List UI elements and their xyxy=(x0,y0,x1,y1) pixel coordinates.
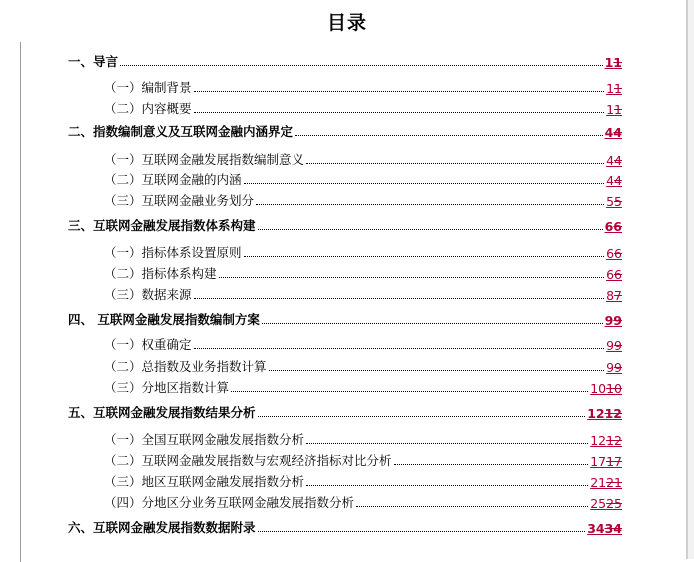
toc-entry-label: （二）总指数及业务指数计算 xyxy=(104,359,267,374)
dot-leader xyxy=(306,443,588,444)
page-number-deleted: 6 xyxy=(613,219,622,234)
toc-entry-label: （一）互联网金融发展指数编制意义 xyxy=(104,152,305,167)
page-number-new: 25 xyxy=(590,496,607,511)
page-number-deleted: 1 xyxy=(614,81,622,96)
page-number-deleted: 9 xyxy=(614,338,622,353)
page-number-deleted: 10 xyxy=(606,381,622,396)
dot-leader xyxy=(219,277,605,278)
toc-entry-page-number[interactable] xyxy=(587,406,622,421)
page-number-new: 12 xyxy=(590,433,607,448)
toc-entry[interactable] xyxy=(0,355,694,375)
page-number-deleted: 5 xyxy=(614,194,622,209)
toc-entry-label: （一）编制背景 xyxy=(104,80,192,95)
toc-entry[interactable] xyxy=(0,148,694,168)
page-number-new: 9 xyxy=(606,360,615,375)
page-number-new: 9 xyxy=(604,313,614,328)
dot-leader xyxy=(120,65,603,66)
toc-entry-page-number[interactable] xyxy=(605,219,622,234)
page-number-deleted: 6 xyxy=(614,267,622,282)
dot-leader xyxy=(258,229,603,230)
toc-entry-label: 五、互联网金融发展指数结果分析 xyxy=(68,405,256,420)
toc-entry-page-number[interactable] xyxy=(606,81,622,96)
dot-leader xyxy=(258,531,586,532)
toc-entry[interactable] xyxy=(0,120,694,140)
toc-entry-page-number[interactable] xyxy=(605,55,622,70)
page-number-new: 9 xyxy=(606,338,615,353)
toc-entry-page-number[interactable] xyxy=(606,267,622,282)
toc-entry-label: （一）全国互联网金融发展指数分析 xyxy=(104,432,305,447)
page-number-deleted: 9 xyxy=(613,313,622,328)
dot-leader xyxy=(258,416,586,417)
page-number-deleted: 4 xyxy=(613,125,622,140)
page-number-deleted: 17 xyxy=(606,454,622,469)
toc-entry-label: 一、导言 xyxy=(68,54,119,69)
toc-entry[interactable] xyxy=(0,168,694,188)
toc-entry[interactable] xyxy=(0,283,694,303)
dot-leader xyxy=(194,91,605,92)
toc-entry-page-number[interactable] xyxy=(590,496,622,511)
page-number-new: 1 xyxy=(606,102,615,117)
toc-entry[interactable] xyxy=(0,470,694,490)
dot-leader xyxy=(295,135,603,136)
toc-entry-page-number[interactable] xyxy=(606,153,622,168)
dot-leader xyxy=(269,370,605,371)
page-number-new: 6 xyxy=(606,246,615,261)
dot-leader xyxy=(256,204,604,205)
toc-entry-label: （三）互联网金融业务划分 xyxy=(104,193,255,208)
toc-entry[interactable] xyxy=(0,491,694,511)
toc-entry-label: （三）地区互联网金融发展指数分析 xyxy=(104,474,305,489)
toc-entry[interactable] xyxy=(0,241,694,261)
page-number-deleted: 9 xyxy=(614,360,622,375)
toc-entry-page-number[interactable] xyxy=(587,521,622,536)
toc-entry-page-number[interactable] xyxy=(606,194,622,209)
dot-leader xyxy=(306,485,588,486)
toc-entry[interactable] xyxy=(0,214,694,234)
page-title: 目录 xyxy=(326,12,367,34)
page-number-new: 4 xyxy=(604,125,614,140)
toc-entry[interactable] xyxy=(0,428,694,448)
page-number-deleted: 6 xyxy=(614,246,622,261)
toc-entry-page-number[interactable] xyxy=(590,433,622,448)
page-number-deleted: 1 xyxy=(614,102,622,117)
page-number-new: 4 xyxy=(606,173,615,188)
toc-entry-page-number[interactable] xyxy=(606,173,622,188)
dot-leader xyxy=(194,348,605,349)
page-number-new: 34 xyxy=(587,521,605,536)
dot-leader xyxy=(306,163,604,164)
dot-leader xyxy=(194,112,605,113)
page-number-deleted: 12 xyxy=(604,406,622,421)
toc-entry-page-number[interactable] xyxy=(605,125,622,140)
toc-entry-label: （一）指标体系设置原则 xyxy=(104,245,242,260)
page-number-deleted: 34 xyxy=(604,521,622,536)
toc-entry-label: （二）指标体系构建 xyxy=(104,266,217,281)
toc-entry-label: （三）数据来源 xyxy=(104,287,192,302)
toc-entry-page-number[interactable] xyxy=(606,288,622,303)
page-number-deleted: 7 xyxy=(614,288,622,303)
toc-entry[interactable] xyxy=(0,516,694,536)
toc-entry-label: （二）互联网金融发展指数与宏观经济指标对比分析 xyxy=(104,453,392,468)
page-number-new: 6 xyxy=(604,219,614,234)
page-number-new: 21 xyxy=(590,475,607,490)
toc-entry[interactable] xyxy=(0,308,694,328)
toc-entry-label: 三、互联网金融发展指数体系构建 xyxy=(68,218,256,233)
page-number-new: 1 xyxy=(606,81,615,96)
page-number-new: 5 xyxy=(606,194,615,209)
page-number-new: 6 xyxy=(606,267,615,282)
toc-entry-label: （二）内容概要 xyxy=(104,101,192,116)
page-number-new: 17 xyxy=(590,454,607,469)
toc-entry-page-number[interactable] xyxy=(590,475,622,490)
toc-entry[interactable] xyxy=(0,189,694,209)
page-number-new: 12 xyxy=(587,406,605,421)
toc-entry-label: 六、互联网金融发展指数数据附录 xyxy=(68,520,256,535)
toc-entry-label: （二）互联网金融的内涵 xyxy=(104,172,242,187)
toc-entry[interactable] xyxy=(0,97,694,117)
toc-entry[interactable] xyxy=(0,449,694,469)
dot-leader xyxy=(244,183,605,184)
toc-entry-page-number[interactable] xyxy=(590,454,622,469)
toc-entry-page-number[interactable] xyxy=(606,102,622,117)
toc-entry-page-number[interactable] xyxy=(606,360,622,375)
toc-entry-page-number[interactable] xyxy=(605,313,622,328)
page-number-deleted: 4 xyxy=(614,153,622,168)
dot-leader xyxy=(231,391,588,392)
page-number-new: 1 xyxy=(604,55,614,70)
dot-leader xyxy=(194,298,605,299)
toc-entry-label: （三）分地区指数计算 xyxy=(104,380,230,395)
page-number-deleted: 1 xyxy=(613,55,622,70)
toc-entry[interactable] xyxy=(0,333,694,353)
page-number-deleted: 21 xyxy=(606,475,622,490)
toc-entry-page-number[interactable] xyxy=(606,338,622,353)
page-number-new: 4 xyxy=(606,153,615,168)
page-number-new: 10 xyxy=(590,381,607,396)
page-number-deleted: 25 xyxy=(606,496,622,511)
toc-entry-label: （一）权重确定 xyxy=(104,337,192,352)
page-number-deleted: 12 xyxy=(606,433,622,448)
toc-entry-page-number[interactable] xyxy=(606,246,622,261)
dot-leader xyxy=(262,323,603,324)
toc-entry-page-number[interactable] xyxy=(590,381,622,396)
dot-leader xyxy=(394,464,589,465)
toc-entry[interactable] xyxy=(0,76,694,96)
dot-leader xyxy=(356,506,588,507)
toc-entry[interactable] xyxy=(0,262,694,282)
toc-entry-label: 二、指数编制意义及互联网金融内涵界定 xyxy=(68,124,294,139)
toc-entry[interactable] xyxy=(0,401,694,421)
dot-leader xyxy=(244,256,605,257)
page-number-new: 8 xyxy=(606,288,615,303)
toc-entry[interactable] xyxy=(0,50,694,70)
toc-entry-label: 四、 互联网金融发展指数编制方案 xyxy=(68,312,260,327)
page-number-deleted: 4 xyxy=(614,173,622,188)
toc-entry-label: （四）分地区分业务互联网金融发展指数分析 xyxy=(104,495,355,510)
toc-entry[interactable] xyxy=(0,376,694,396)
